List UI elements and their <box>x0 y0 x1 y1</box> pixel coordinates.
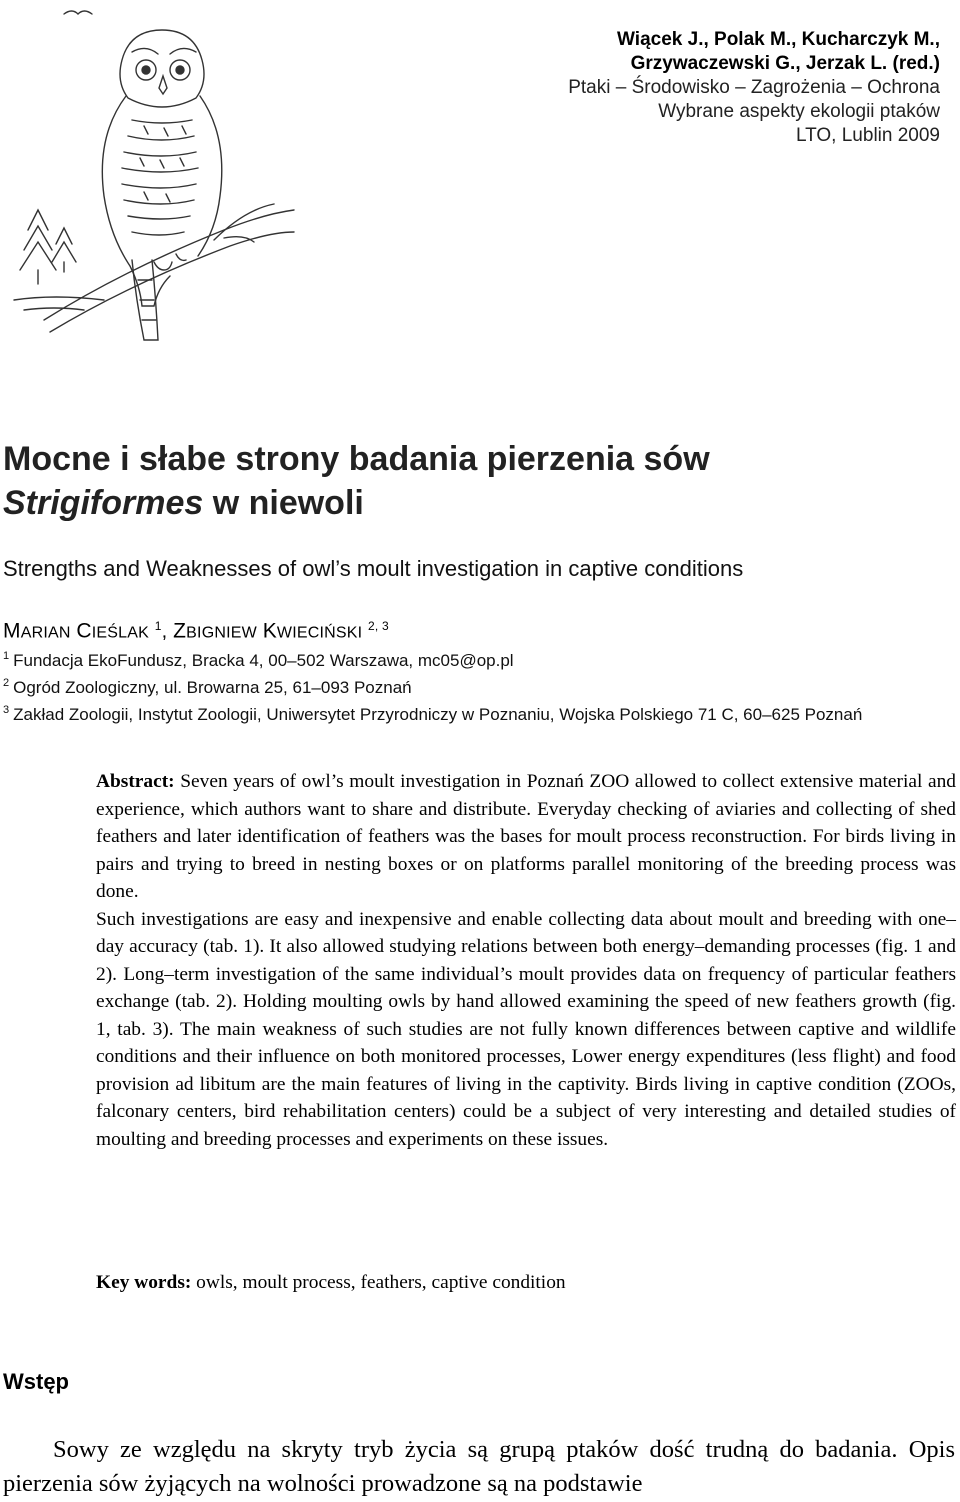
editors-line-1: Wiącek J., Polak M., Kucharczyk M., <box>617 29 940 50</box>
abstract-paragraph-1 <box>96 768 956 906</box>
affiliation-1-num: 1 <box>3 650 10 662</box>
intro-paragraph: Sowy ze względu na skryty tryb życia są grupą ptaków dość trudną do badania. Opis pierzenia sów żyjących na wolności prowadzone są na podstawie <box>3 1436 955 1497</box>
affiliation-1-text: Fundacja EkoFundusz, Bracka 4, 00–502 Warszawa, mc05@op.pl <box>13 651 514 670</box>
paper-title-line-2: w niewoli <box>203 484 364 522</box>
authors-line <box>3 613 389 647</box>
book-subtitle: Wybrane aspekty ekologii ptaków <box>658 101 940 122</box>
author-2-first: BIGNIEW <box>186 624 257 642</box>
book-source-block <box>420 28 940 148</box>
section-heading: Wstęp <box>3 1369 69 1394</box>
author-2-initial: Z <box>173 619 187 643</box>
abstract-paragraph-2: Such investigations are easy and inexpensive and enable collecting data about moult and breeding with one–day accuracy (tab. 1). It also allowed studying relations between both energy–demanding processes (fig. 1 and 2). Long–term investigation of the same individual’s moult provides data on frequency of particular feathers exchange (tab. 2). Holding moulting owls by hand allowed examining the speed of new feathers growth (fig. 1, tab. 3). The main weakness of such studies are not fully known differences between captive and wildlife conditions and their influence on both monitored processes, Lower energy expenditures (less flight) and food provision ad libitum are the main features of living in the captivity. Birds living in captive condition (ZOOs, falconary centers, bird rehabilitation centers) could be a subject of very interesting and detailed studies of moulting and breeding processes and experiments on these issues. <box>96 908 956 1150</box>
author-2-affil-sup: 2, 3 <box>368 619 389 633</box>
keywords-line <box>96 1269 566 1297</box>
author-1-last: IEŚLAK <box>91 624 149 642</box>
author-separator: , <box>161 620 174 643</box>
affiliation-1 <box>3 645 953 672</box>
owl-drawing-icon <box>4 0 304 360</box>
editors-line-2: Grzywaczewski G., Jerzak L. (red.) <box>630 53 940 74</box>
abstract-text-1: Seven years of owl’s moult investigation in Poznań ZOO allowed to collect extensive material and experience, which authors want to share and distribute. Everyday checking of aviaries and collecting of shed feathers and later identification of feathers was the bases for moult process reconstruction. For birds living in pairs and trying to breed in nesting boxes or on platforms parallel monitoring of the breeding process was done. <box>96 771 956 902</box>
paper-title-taxon: Strigiformes <box>3 484 204 522</box>
abstract-block <box>96 768 956 1153</box>
affiliation-2-num: 2 <box>3 677 10 689</box>
intro-block <box>3 1433 955 1501</box>
affiliation-3 <box>3 699 953 726</box>
author-2-last: WIECIŃSKI <box>276 624 363 642</box>
author-1-initial: M <box>3 619 21 643</box>
author-1-affil-sup: 1 <box>154 619 162 633</box>
book-title: Ptaki – Środowisko – Zagrożenia – Ochrona <box>568 77 940 98</box>
paper-subtitle: Strengths and Weaknesses of owl’s moult investigation in captive conditions <box>3 556 744 581</box>
keywords-text: owls, moult process, feathers, captive condition <box>191 1272 566 1293</box>
affiliation-2-text: Ogród Zoologiczny, ul. Browarna 25, 61–093 Poznań <box>13 678 412 697</box>
affiliation-2 <box>3 672 953 699</box>
affiliation-3-num: 3 <box>3 704 10 716</box>
abstract-label: Abstract: <box>96 771 175 792</box>
author-2-last-initial: K <box>262 619 277 643</box>
author-1-first: ARIAN <box>20 624 71 642</box>
keywords-label: Key words: <box>96 1272 192 1293</box>
paper-title-line-1: Mocne i słabe strony badania pierzenia sów <box>3 440 710 478</box>
author-1-last-initial: C <box>76 619 92 643</box>
affiliation-3-text: Zakład Zoologii, Instytut Zoologii, Uniwersytet Przyrodniczy w Poznaniu, Wojska Polskiego 71 C, 60–625 Poznań <box>13 705 863 724</box>
paper-title <box>3 437 953 525</box>
publisher: LTO, Lublin 2009 <box>795 125 940 146</box>
affiliations <box>3 645 953 726</box>
